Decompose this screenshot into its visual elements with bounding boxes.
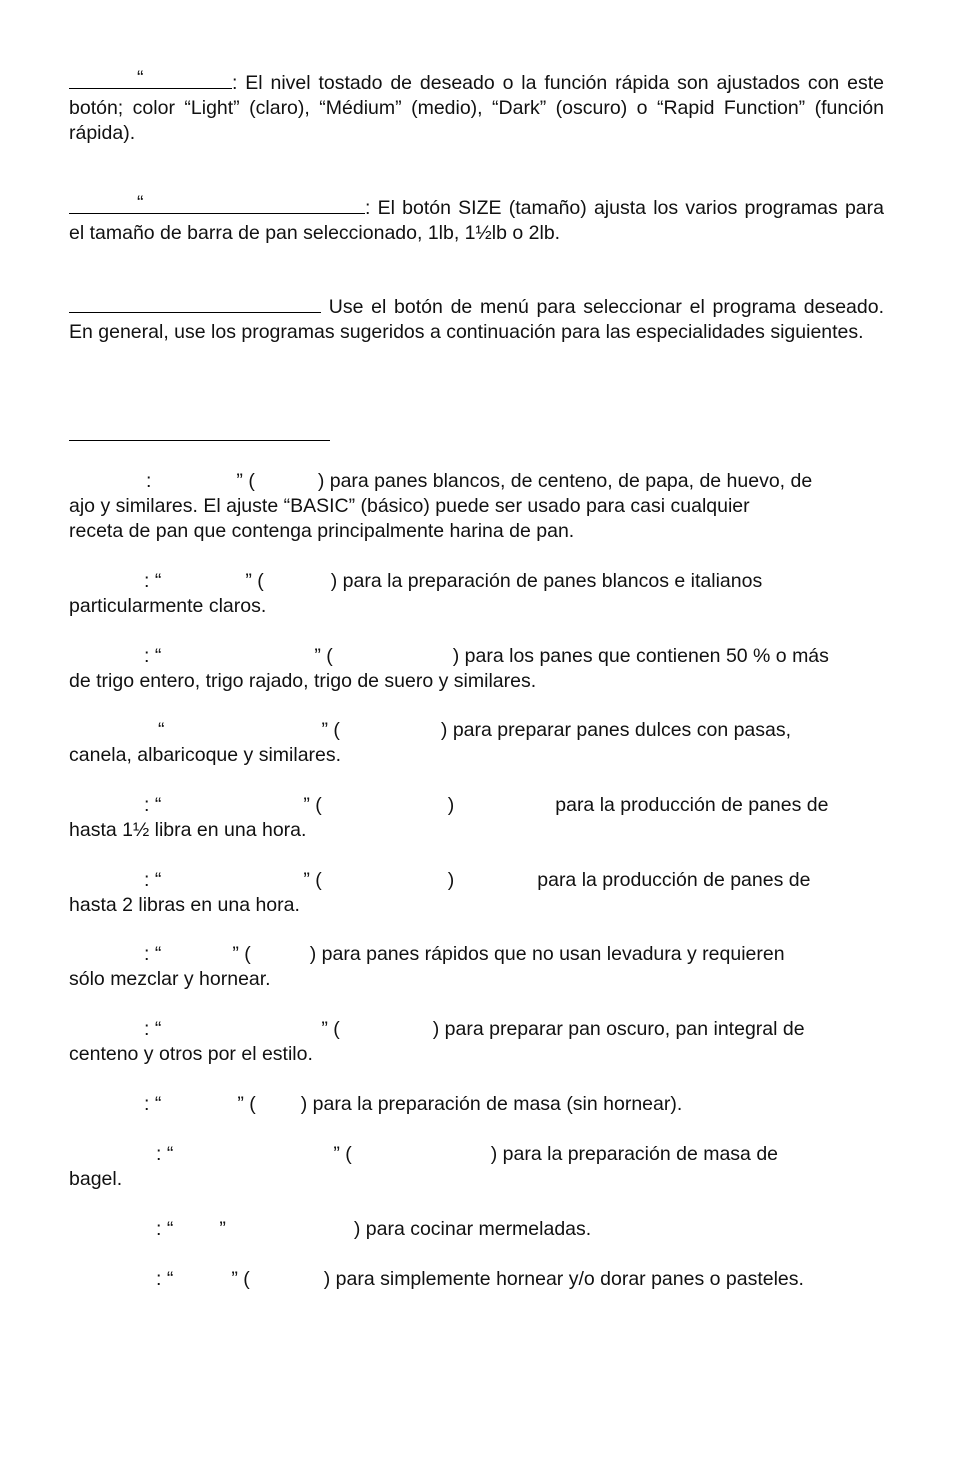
program-colon: : “ xyxy=(156,1143,174,1165)
program-item-rye xyxy=(69,1017,884,1067)
program-colon: : “ xyxy=(144,645,162,667)
program-line-3: receta de pan que contenga principalmente harina de pan. xyxy=(69,520,575,542)
program-item-ultra-fast-2 xyxy=(69,868,884,918)
program-line-2: hasta 2 libras en una hora. xyxy=(69,894,300,916)
program-line-2: hasta 1½ libra en una hora. xyxy=(69,819,307,841)
program-paren-open: ” ( xyxy=(321,719,340,741)
color-label-quote: “ xyxy=(137,67,144,89)
program-line-2: de trigo entero, trigo rajado, trigo de suero y similares. xyxy=(69,670,537,692)
program-item-whole-wheat xyxy=(69,644,884,694)
program-description: ) para preparar panes dulces con pasas, xyxy=(440,719,792,741)
program-paren-open: ” ( xyxy=(321,1018,340,1040)
program-paren-close: ) xyxy=(447,794,455,816)
program-line-2: bagel. xyxy=(69,1168,123,1190)
program-line-1 xyxy=(69,569,884,594)
program-description: para la producción de panes de xyxy=(537,869,811,891)
program-description: ) para preparar pan oscuro, pan integral de xyxy=(432,1018,805,1040)
program-line-1 xyxy=(69,1092,884,1117)
size-label-quote: “ xyxy=(137,192,144,214)
program-colon: : xyxy=(146,470,152,492)
program-colon: : “ xyxy=(144,1093,162,1115)
size-label-blank xyxy=(69,192,365,214)
program-description: para la producción de panes de xyxy=(555,794,829,816)
program-item-dough xyxy=(69,1092,884,1117)
program-paren-open: ” ( xyxy=(245,570,264,592)
menu-description-text: Use el botón de menú para seleccionar el programa deseado. En general, use los programas sugeridos a continuación para las especialidades siguientes. xyxy=(69,296,884,343)
program-line-1 xyxy=(69,1017,884,1042)
program-item-french xyxy=(69,569,884,619)
program-quote: “ xyxy=(158,719,165,741)
program-line-2: ajo y similares. El ajuste “BASIC” (básico) puede ser usado para casi cualquier xyxy=(69,495,750,517)
menu-label-blank xyxy=(69,294,321,313)
size-button-description xyxy=(69,192,884,246)
program-line-1 xyxy=(69,1142,884,1167)
program-description: ) para panes blancos, de centeno, de papa, de huevo, de xyxy=(317,470,813,492)
program-line-2: canela, albaricoque y similares. xyxy=(69,744,342,766)
color-description-text: : El nivel tostado de deseado o la función rápida son ajustados con este botón; color “Light” (claro), “Médium” (medio), “Dark” (oscuro) o “Rapid Function” (función rápida). xyxy=(69,72,884,144)
program-description: ) para panes rápidos que no usan levadura y requieren xyxy=(309,943,785,965)
program-item-jam xyxy=(69,1217,884,1242)
program-line-1 xyxy=(69,1267,884,1292)
program-description: ) para cocinar mermeladas. xyxy=(353,1218,592,1240)
program-paren-open: ” ( xyxy=(231,1268,250,1290)
program-colon: : “ xyxy=(156,1268,174,1290)
program-line-1 xyxy=(69,793,884,818)
program-item-basic xyxy=(69,469,884,544)
program-description: ) para la preparación de masa de xyxy=(490,1143,779,1165)
program-description: ) para la preparación de masa (sin hornear). xyxy=(300,1093,683,1115)
program-line-1 xyxy=(69,1217,884,1242)
program-item-quick xyxy=(69,942,884,992)
program-line-2: centeno y otros por el estilo. xyxy=(69,1043,313,1065)
program-paren-close: ) xyxy=(447,869,455,891)
program-colon: : “ xyxy=(144,794,162,816)
program-colon: : “ xyxy=(144,1018,162,1040)
program-item-ultra-fast-1 xyxy=(69,793,884,843)
program-colon: : “ xyxy=(144,869,162,891)
program-item-sweet xyxy=(69,718,884,768)
program-description: ) para la preparación de panes blancos e italianos xyxy=(330,570,763,592)
program-line-1 xyxy=(69,868,884,893)
program-item-bagel xyxy=(69,1142,884,1192)
program-description: ) para simplemente hornear y/o dorar panes o pasteles. xyxy=(323,1268,804,1290)
program-colon: : “ xyxy=(156,1218,174,1240)
program-paren-open: ” ( xyxy=(232,943,251,965)
program-paren-open: ” ( xyxy=(314,645,333,667)
size-description-text: : El botón SIZE (tamaño) ajusta los varios programas para el tamaño de barra de pan seleccionado, 1lb, 1½lb o 2lb. xyxy=(69,197,884,244)
program-line-1 xyxy=(69,469,884,494)
program-paren-open: ” ( xyxy=(237,1093,256,1115)
program-paren-open: ” ( xyxy=(303,794,322,816)
color-label-blank xyxy=(69,67,232,89)
program-line-1 xyxy=(69,718,884,743)
program-line-1 xyxy=(69,644,884,669)
program-colon: : “ xyxy=(144,570,162,592)
menu-button-description xyxy=(69,294,884,345)
program-quote-close: ” xyxy=(219,1218,226,1240)
section-heading-blank xyxy=(69,440,330,441)
program-line-1 xyxy=(69,942,884,967)
program-description: ) para los panes que contienen 50 % o más xyxy=(452,645,829,667)
program-paren-open: ” ( xyxy=(303,869,322,891)
program-line-2: particularmente claros. xyxy=(69,595,267,617)
program-paren-open: ” ( xyxy=(236,470,255,492)
color-button-description xyxy=(69,67,884,146)
program-paren-open: ” ( xyxy=(333,1143,352,1165)
program-line-2: sólo mezclar y hornear. xyxy=(69,968,271,990)
program-colon: : “ xyxy=(144,943,162,965)
program-item-bake xyxy=(69,1267,884,1292)
